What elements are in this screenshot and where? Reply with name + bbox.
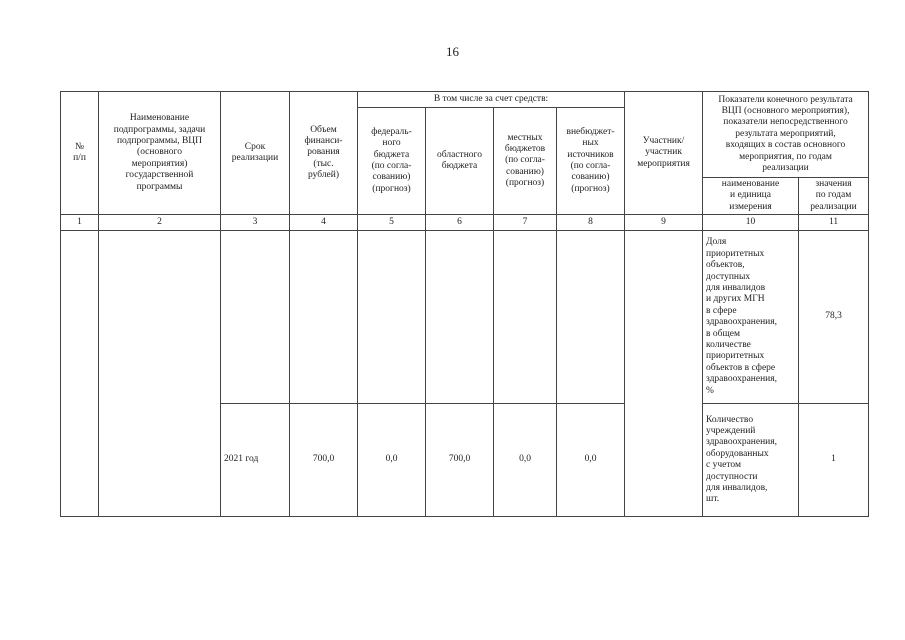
column-number: 5 bbox=[358, 215, 426, 231]
column-number: 10 bbox=[703, 215, 799, 231]
column-number: 11 bbox=[799, 215, 869, 231]
cell-extra: 0,0 bbox=[557, 404, 625, 517]
cell-indicator-value: 1 bbox=[799, 404, 869, 517]
table-row bbox=[61, 231, 869, 404]
header-federal-budget: федераль- ного бюджета (по согла- сованию) (прогноз) bbox=[358, 108, 426, 215]
column-number: 6 bbox=[426, 215, 494, 231]
header-extrabudgetary: внебюджет- ных источников (по согла- сованию) (прогноз) bbox=[557, 108, 625, 215]
column-number: 9 bbox=[625, 215, 703, 231]
cell-regional bbox=[426, 231, 494, 404]
cell-total: 700,0 bbox=[290, 404, 358, 517]
cell-indicator-name: Доля приоритетных объектов, доступных для инвалидов и других МГН в сфере здравоохранения, в общем количестве приоритетных объектов в сфере здравоохранения, % bbox=[703, 231, 799, 404]
cell-local: 0,0 bbox=[494, 404, 557, 517]
cell-extra bbox=[557, 231, 625, 404]
header-funding-sources: В том числе за счет средств: bbox=[358, 92, 625, 108]
header-indicators: Показатели конечного результата ВЦП (основного мероприятия), показатели непосредственного результата мероприятий, входящих в состав основного мероприятия, по годам реализации bbox=[703, 92, 869, 178]
column-number: 8 bbox=[557, 215, 625, 231]
header-number: № п/п bbox=[61, 92, 99, 215]
page-number: 16 bbox=[446, 44, 459, 59]
column-number: 3 bbox=[221, 215, 290, 231]
cell-period: 2021 год bbox=[221, 404, 290, 517]
program-table bbox=[60, 91, 869, 517]
header-subprogram-name: Наименование подпрограммы, задачи подпрограммы, ВЦП (основного мероприятия) государственной программы bbox=[99, 92, 221, 215]
column-number: 2 bbox=[99, 215, 221, 231]
cell-regional: 700,0 bbox=[426, 404, 494, 517]
header-regional-budget: областного бюджета bbox=[426, 108, 494, 215]
cell-subprogram-name bbox=[99, 231, 221, 517]
cell-indicator-value: 78,3 bbox=[799, 231, 869, 404]
cell-period bbox=[221, 231, 290, 404]
column-number: 4 bbox=[290, 215, 358, 231]
column-number: 7 bbox=[494, 215, 557, 231]
header-financing-volume: Объем финанси- рования (тыс. рублей) bbox=[290, 92, 358, 215]
header-local-budgets: местных бюджетов (по согла- сованию) (прогноз) bbox=[494, 108, 557, 215]
cell-participant bbox=[625, 231, 703, 517]
cell-local bbox=[494, 231, 557, 404]
column-number: 1 bbox=[61, 215, 99, 231]
header-participant: Участник/ участник мероприятия bbox=[625, 92, 703, 215]
cell-federal: 0,0 bbox=[358, 404, 426, 517]
cell-indicator-name: Количество учреждений здравоохранения, оборудованных с учетом доступности для инвалидов, шт. bbox=[703, 404, 799, 517]
cell-total bbox=[290, 231, 358, 404]
cell-number bbox=[61, 231, 99, 517]
cell-federal bbox=[358, 231, 426, 404]
header-indicator-values: значения по годам реализации bbox=[799, 178, 869, 215]
header-indicator-name: наименование и единица измерения bbox=[703, 178, 799, 215]
header-implementation-period: Срок реализации bbox=[221, 92, 290, 215]
